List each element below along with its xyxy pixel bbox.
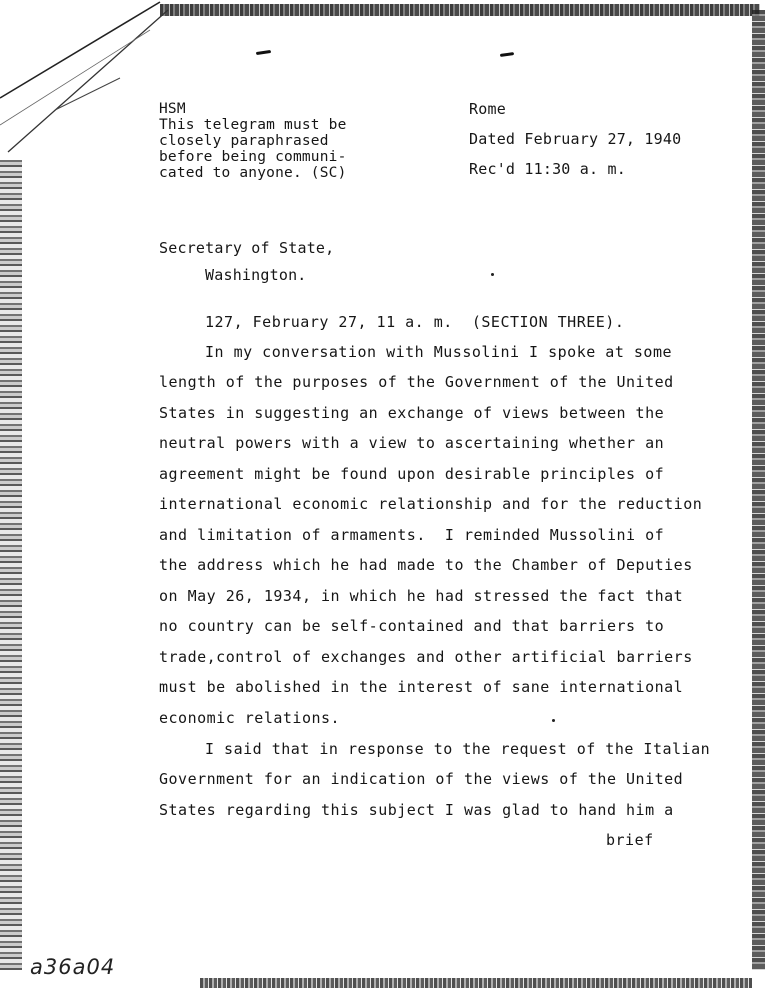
paragraph-1-line: international economic relationship and for the reduction [159, 495, 703, 513]
scan-edge-left [0, 160, 22, 970]
paragraph-1-line: agreement might be found upon desirable principles of [159, 465, 665, 483]
paragraph-1-line: and limitation of armaments. I reminded Mussolini of [159, 526, 665, 544]
paragraph-1-line: the address which he had made to the Chamber of Deputies [159, 556, 693, 574]
note-line-sender: HSM [159, 101, 186, 117]
paragraph-1-line: must be abolished in the interest of sane international [159, 678, 684, 696]
mark-dash-1 [256, 50, 271, 55]
paragraph-1-line: States in suggesting an exchange of views between the [159, 404, 665, 422]
catchword: brief [606, 831, 654, 849]
archive-handwritten-mark: a36a04 [30, 955, 116, 979]
note-line: closely paraphrased [159, 133, 329, 149]
scan-edge-top [160, 4, 760, 16]
mark-dash-2 [500, 52, 514, 57]
note-line: before being communi- [159, 149, 347, 165]
scan-edge-right [752, 10, 765, 970]
paragraph-1-line: trade,control of exchanges and other artificial barriers [159, 648, 693, 666]
mark-dot-1 [491, 273, 494, 276]
paragraph-2-line: States regarding this subject I was glad to hand him a [159, 801, 674, 819]
addressee-city: Washington. [205, 266, 307, 284]
addressee-title: Secretary of State, [159, 239, 335, 257]
paragraph-1-line: economic relations. [159, 709, 341, 727]
dated-line: Dated February 27, 1940 [469, 130, 682, 148]
paragraph-1-line: neutral powers with a view to ascertaining whether an [159, 434, 665, 452]
origin-city: Rome [469, 100, 506, 118]
paragraph-1-line: length of the purposes of the Government of the United [159, 373, 674, 391]
message-reference: 127, February 27, 11 a. m. (SECTION THREE). [205, 313, 625, 331]
received-line: Rec'd 11:30 a. m. [469, 160, 626, 178]
paragraph-1-line: on May 26, 1934, in which he had stressed the fact that [159, 587, 684, 605]
paragraph-2-line: I said that in response to the request of the Italian [205, 740, 711, 758]
paragraph-1-line: no country can be self-contained and that barriers to [159, 617, 665, 635]
mark-dot-2 [552, 719, 555, 722]
note-line: cated to anyone. (SC) [159, 165, 347, 181]
note-line: This telegram must be [159, 117, 347, 133]
paragraph-2-line: Government for an indication of the views of the United [159, 770, 684, 788]
scan-edge-bottom [200, 978, 752, 988]
paragraph-1-line: In my conversation with Mussolini I spoke at some [205, 343, 673, 361]
